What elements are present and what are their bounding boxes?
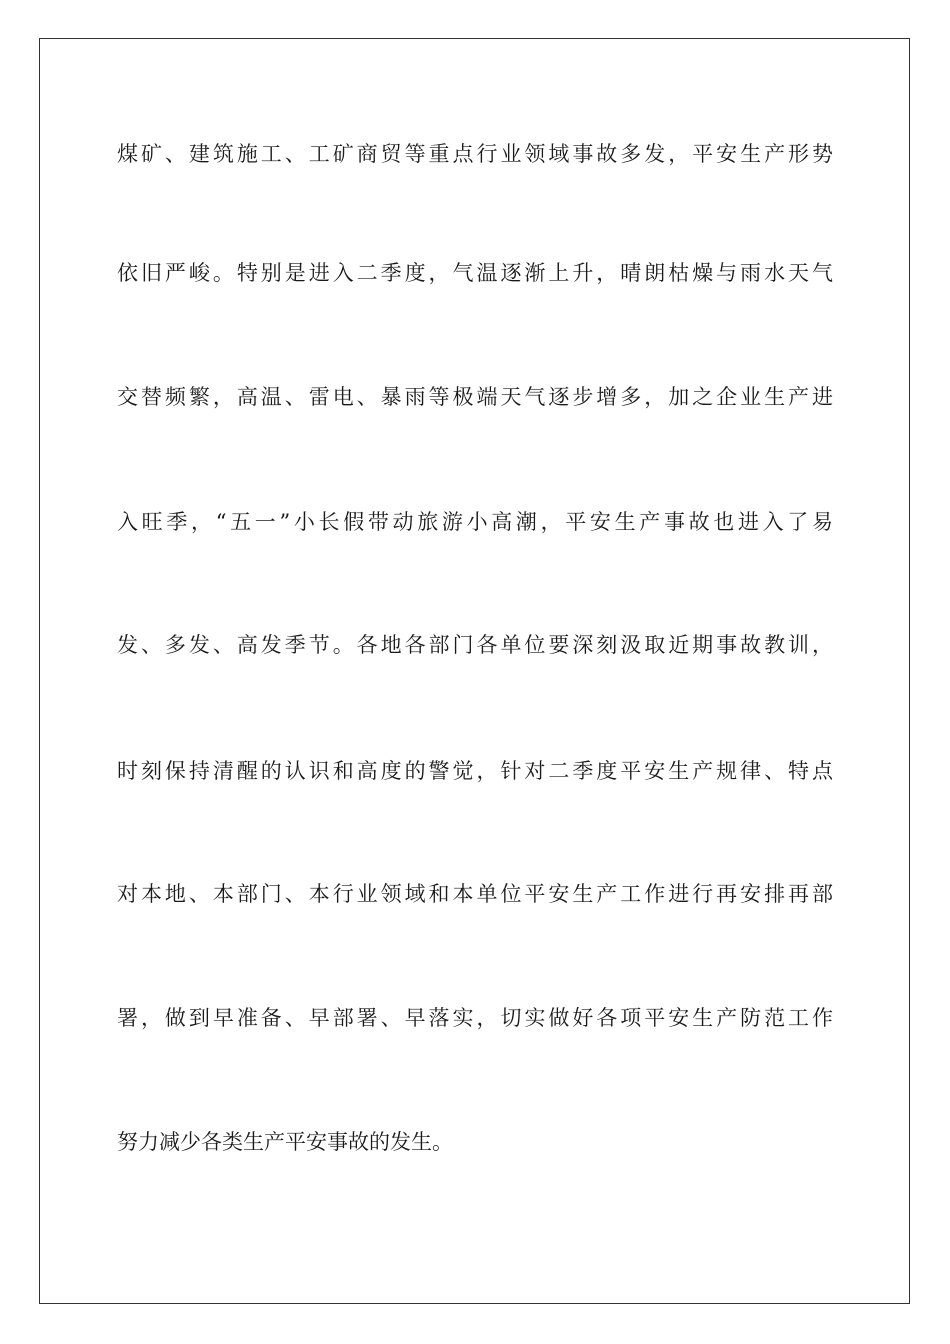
paragraph-line-6: 时刻保持清醒的认识和高度的警觉，针对二季度平安生产规律、特点 (117, 759, 833, 783)
paragraph-line-7: 对本地、本部门、本行业领域和本单位平安生产工作进行再安排再部 (117, 882, 833, 906)
paragraph-line-3: 交替频繁，高温、雷电、暴雨等极端天气逐步增多，加之企业生产进 (117, 385, 833, 409)
paragraph-line-2: 依旧严峻。特别是进入二季度，气温逐渐上升，晴朗枯燥与雨水天气 (117, 261, 833, 285)
page-border (39, 38, 910, 1304)
paragraph-line-9: 努力减少各类生产平安事故的发生。 (117, 1130, 453, 1154)
paragraph-line-1: 煤矿、建筑施工、工矿商贸等重点行业领域事故多发，平安生产形势 (117, 142, 833, 166)
paragraph-line-8: 署，做到早准备、早部署、早落实，切实做好各项平安生产防范工作 (117, 1006, 833, 1030)
paragraph-line-4: 入旺季，“五一”小长假带动旅游小高潮，平安生产事故也进入了易 (117, 510, 833, 534)
paragraph-line-5: 发、多发、高发季节。各地各部门各单位要深刻汲取近期事故教训， (117, 633, 833, 657)
